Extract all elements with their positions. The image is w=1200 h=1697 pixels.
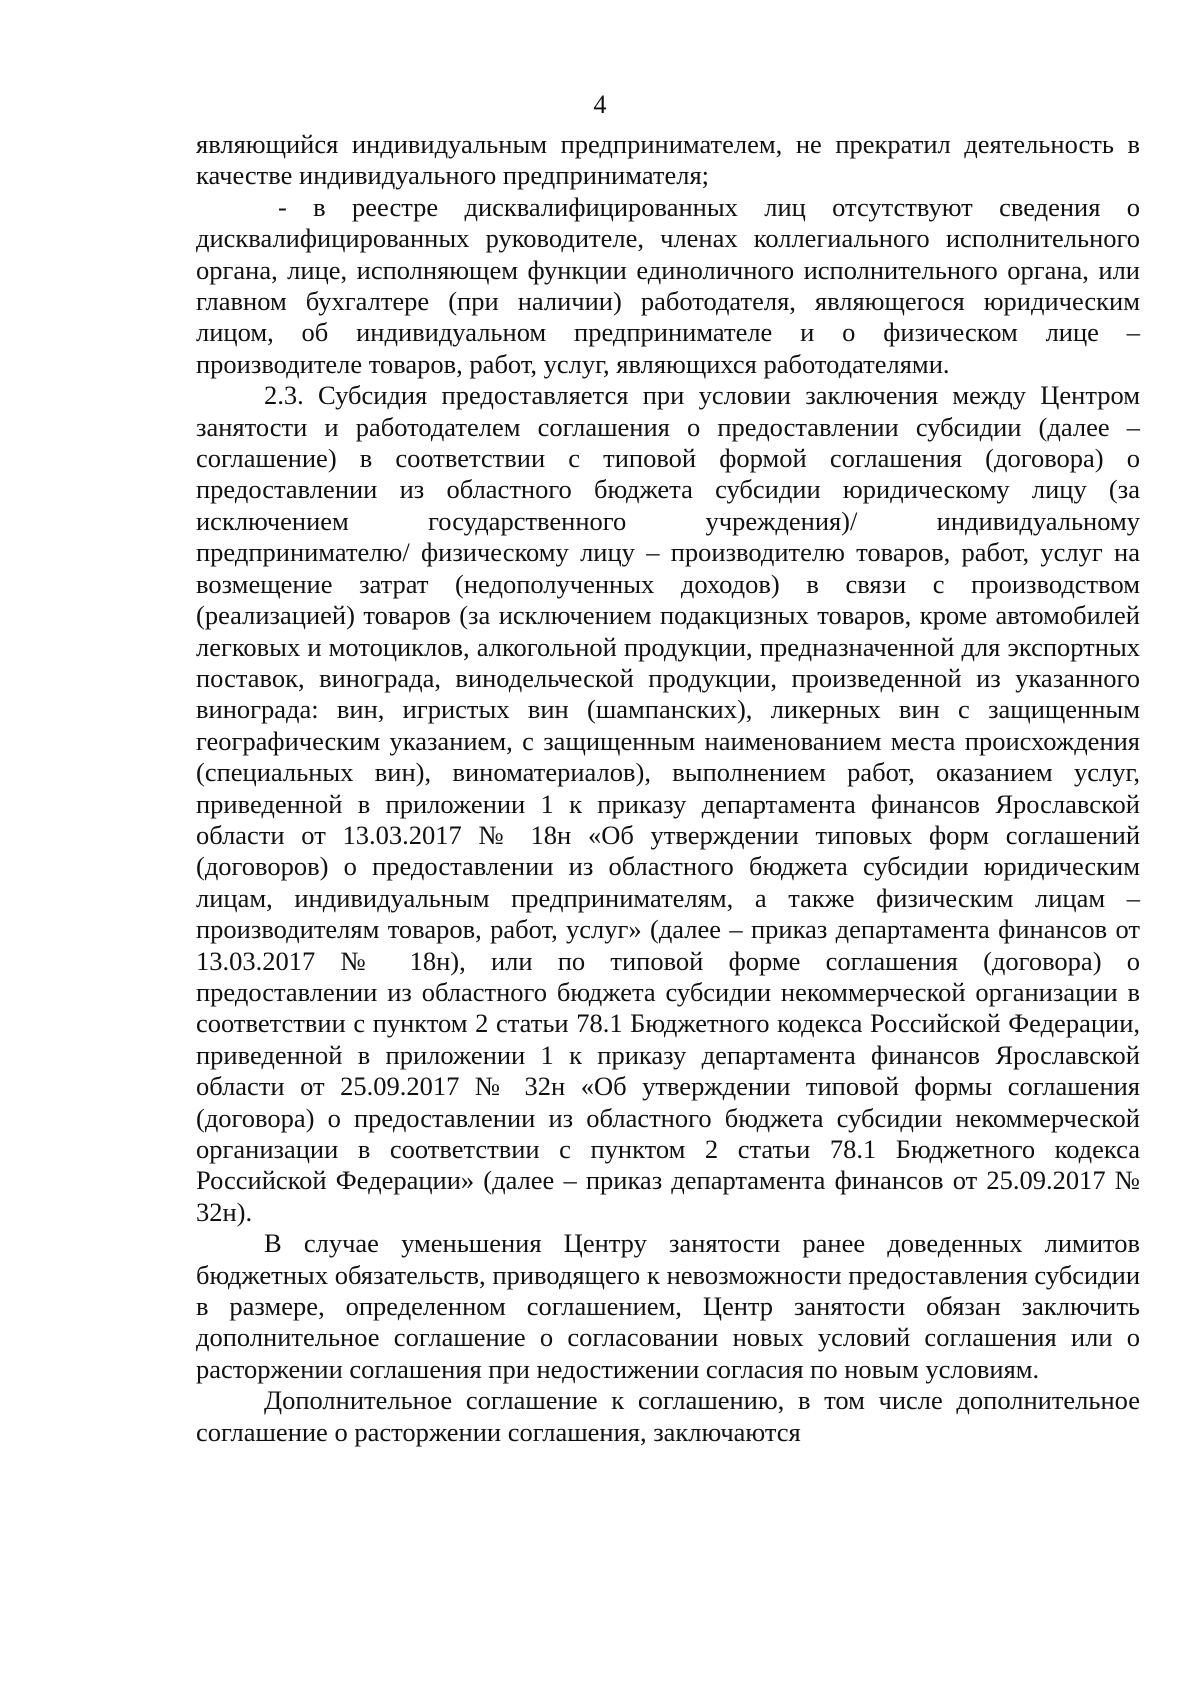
page-number: 4 bbox=[593, 90, 607, 119]
paragraph-2-3-subsidy-conditions: 2.3. Субсидия предоставляется при условии заключения между Центром занятости и работодателем соглашения о предоставлении субсидии (далее – соглашение) в соответствии с типовой формой соглашения (договора) о предоставлении из областного бюджета субсидии юридическому лицу (за исключением государственного учреждения)/ индивидуальному предпринимателю/ физическому лицу – производителю товаров, работ, услуг на возмещение затрат (недополученных доходов) в связи с производством (реализацией) товаров (за исключением подакцизных товаров, кроме автомобилей легковых и мотоциклов, алкогольной продукции, предназначенной для экспортных поставок, винограда, винодельческой продукции, произведенной из указанного винограда: вин, игристых вин (шампанских), ликерных вин с защищенным географическим указанием, с защищенным наименованием места происхождения (специальных вин), виноматериалов), выполнением работ, оказанием услуг, приведенной в приложении 1 к приказу департамента финансов Ярославской области от 13.03.2017 № 18н «Об утверждении типовых форм соглашений (договоров) о предоставлении из областного бюджета субсидии юридическим лицам, индивидуальным предпринимателям, а также физическим лицам – производителям товаров, работ, услуг» (далее – приказ департамента финансов от 13.03.2017 № 18н), или по типовой форме соглашения (договора) о предоставлении из областного бюджета субсидии некоммерческой организации в соответствии с пунктом 2 статьи 78.1 Бюджетного кодекса Российской Федерации, приведенной в приложении 1 к приказу департамента финансов Ярославской области от 25.09.2017 № 32н «Об утверждении типовой формы соглашения (договора) о предоставлении из областного бюджета субсидии некоммерческой организации в соответствии с пунктом 2 статьи 78.1 Бюджетного кодекса Российской Федерации» (далее – приказ департамента финансов от 25.09.2017 № 32н). bbox=[196, 380, 1140, 1227]
document-body bbox=[196, 129, 1140, 1448]
paragraph-continuation: являющийся индивидуальным предпринимателем, не прекратил деятельность в качестве индивидуального предпринимателя; bbox=[196, 129, 1140, 191]
paragraph-disqualified-registry: - в реестре дисквалифицированных лиц отсутствуют сведения о дисквалифицированных руководителе, членах коллегиального исполнительного органа, лице, исполняющем функции единоличного исполнительного органа, или главном бухгалтере (при наличии) работодателя, являющегося юридическим лицом, об индивидуальном предпринимателе и о физическом лице – производителе товаров, работ, услуг, являющихся работодателями. bbox=[196, 191, 1140, 379]
paragraph-additional-agreement: Дополнительное соглашение к соглашению, в том числе дополнительное соглашение о расторжении соглашения, заключаются bbox=[196, 1385, 1140, 1447]
paragraph-limit-reduction: В случае уменьшения Центру занятости ранее доведенных лимитов бюджетных обязательств, приводящего к невозможности предоставления субсидии в размере, определенном соглашением, Центр занятости обязан заключить дополнительное соглашение о согласовании новых условий соглашения или о расторжении соглашения при недостижении согласия по новым условиям. bbox=[196, 1228, 1140, 1384]
